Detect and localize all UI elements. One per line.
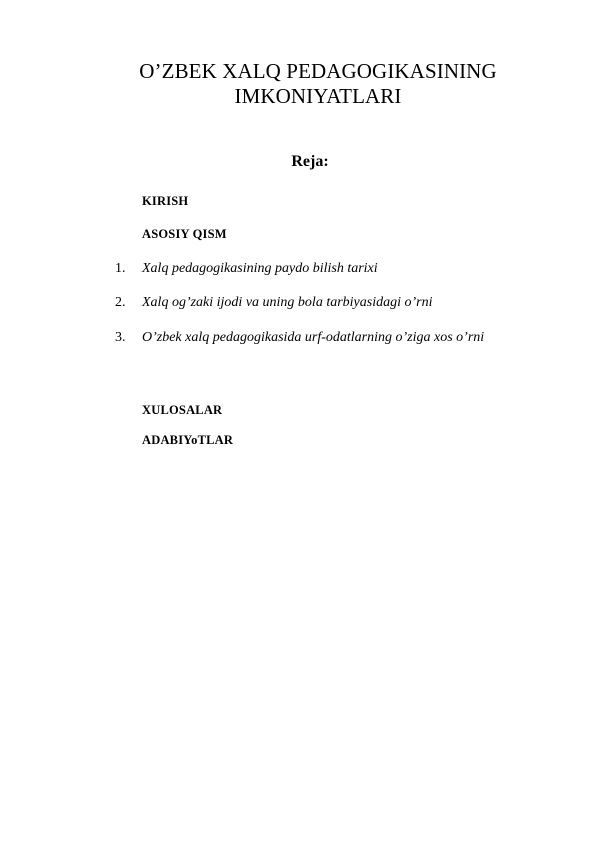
document-title-line-1: O’ZBEK XALQ PEDAGOGIKASINING [139, 59, 497, 83]
section-intro: KIRISH [142, 194, 189, 208]
plan-item-number: 2. [115, 295, 126, 310]
section-conclusions: XULOSALAR [142, 403, 223, 417]
plan-list-item [115, 255, 515, 283]
plan-item-text: Xalq og’zaki ijodi va uning bola tarbiyasidagi o’rni [142, 295, 433, 310]
plan-item-number: 1. [115, 261, 126, 276]
plan-item-text: Xalq pedagogikasining paydo bilish tarixi [142, 261, 378, 276]
section-literature: ADABIYoTLAR [142, 433, 234, 447]
plan-heading: Reja: [291, 153, 329, 170]
document-title-line-2: IMKONIYATLARI [234, 84, 402, 108]
plan-list-item [115, 324, 515, 352]
plan-item-number: 3. [115, 330, 126, 345]
section-main: ASOSIY QISM [142, 227, 227, 241]
plan-list-item [115, 289, 515, 317]
plan-item-text: O’zbek xalq pedagogikasida urf-odatlarning o’ziga xos o’rni [142, 330, 485, 345]
